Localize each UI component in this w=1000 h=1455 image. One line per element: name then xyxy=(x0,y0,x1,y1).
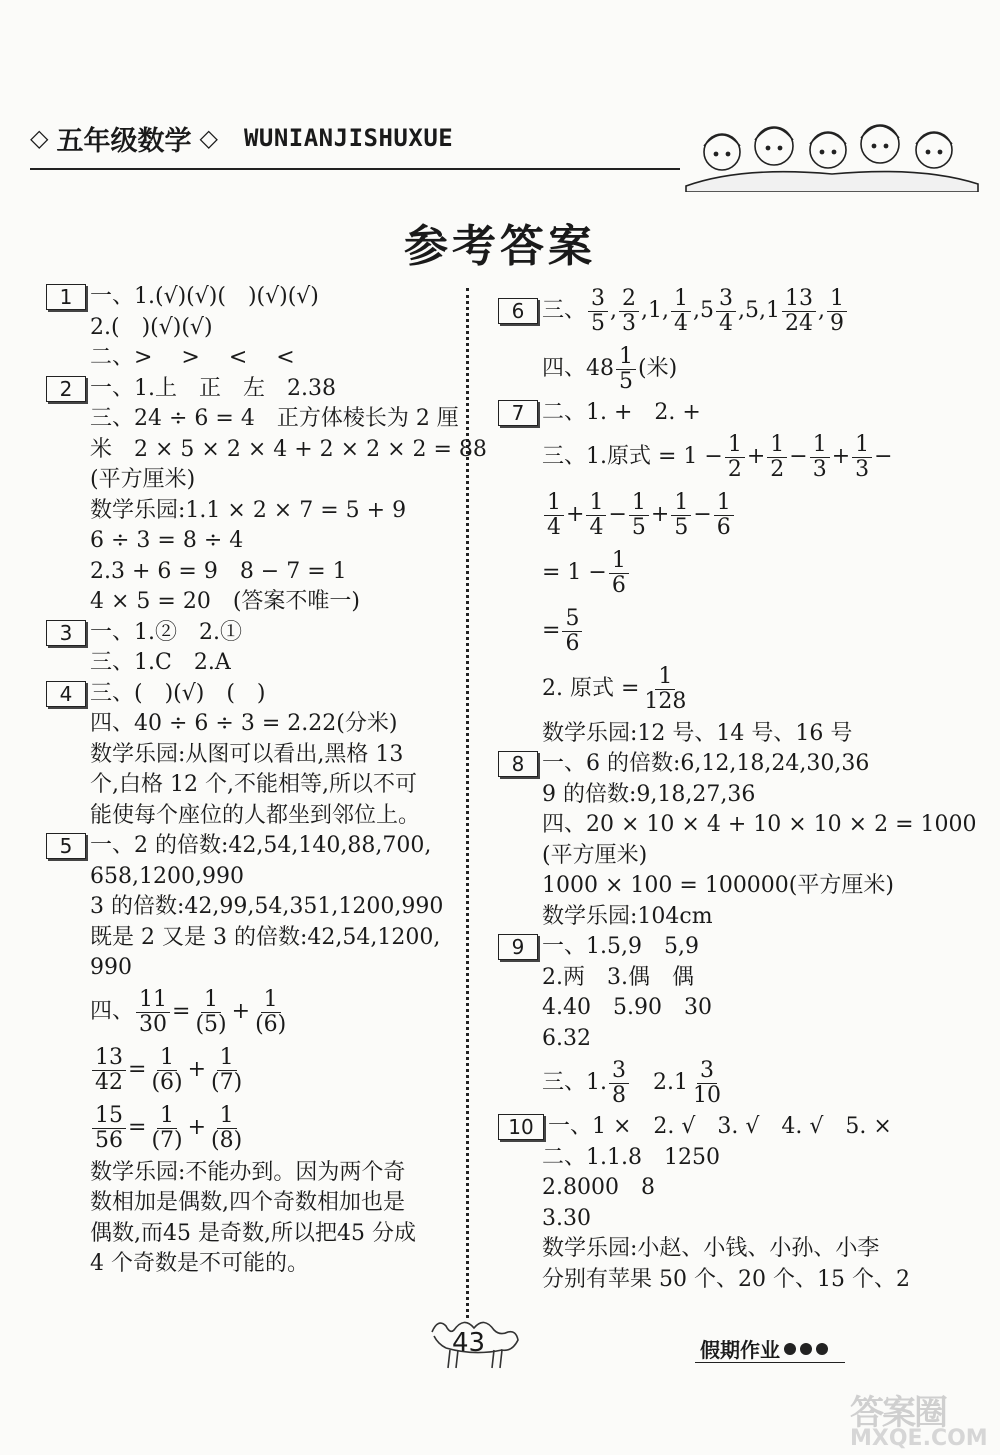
answer-line xyxy=(498,1173,978,1204)
answer-line xyxy=(46,374,456,405)
denominator: 3 xyxy=(855,457,870,482)
answer-text: 米 2 × 5 × 2 × 4 + 2 × 2 × 2 = 88 xyxy=(90,436,487,462)
fraction-equation xyxy=(498,429,978,487)
answer-text: 二、1.1.8 1250 xyxy=(542,1144,720,1170)
fraction xyxy=(810,433,830,482)
numerator: 1 xyxy=(157,1104,177,1129)
fraction xyxy=(671,287,691,336)
operator: + xyxy=(566,502,585,528)
answer-text: 数学乐园:不能办到。因为两个奇 xyxy=(90,1159,406,1185)
section-number: 4 xyxy=(46,681,86,707)
numerator: 13 xyxy=(92,1046,126,1071)
answer-line xyxy=(46,679,456,710)
fraction-equation xyxy=(46,984,456,1042)
answer-text: 一、1.(√)(√)( )(√)(√) xyxy=(90,284,319,309)
page-number: 43 xyxy=(452,1328,486,1358)
denominator: 3 xyxy=(812,457,827,482)
numerator: 1 xyxy=(616,345,636,370)
section-number: 1 xyxy=(46,284,86,310)
denominator: 42 xyxy=(95,1070,123,1095)
answer-line xyxy=(498,993,978,1024)
answer-line xyxy=(498,1112,978,1143)
diamond-icon: ◇ xyxy=(199,124,218,152)
answer-text: 一、1.② 2.① xyxy=(90,619,242,645)
numerator: 1 xyxy=(217,1104,237,1129)
answer-text: 9 的倍数:9,18,27,36 xyxy=(542,781,756,807)
denominator: 4 xyxy=(719,310,733,336)
page-title: 参考答案 xyxy=(404,221,596,272)
denominator: 6 xyxy=(611,573,626,598)
answer-text: 三、1. xyxy=(542,1069,607,1095)
numerator: 15 xyxy=(92,1104,126,1129)
denominator: 5 xyxy=(674,515,689,540)
answers-right-column xyxy=(498,282,978,1295)
answer-text: 6 ÷ 3 = 8 ÷ 4 xyxy=(90,528,244,553)
fraction xyxy=(671,491,691,540)
answer-text: (平方厘米) xyxy=(90,467,196,492)
numerator: 13 xyxy=(782,287,816,312)
answer-text: 数学乐园:104cm xyxy=(542,903,713,929)
answer-line xyxy=(498,1024,978,1055)
answer-line xyxy=(498,1265,978,1296)
answer-text: 4 个奇数是不可能的。 xyxy=(90,1251,309,1276)
numerator: 1 xyxy=(157,1046,177,1071)
answer-line xyxy=(498,1234,978,1265)
answer-line xyxy=(498,963,978,994)
answer-line xyxy=(46,648,456,679)
fraction-equation xyxy=(498,1054,978,1112)
answer-line xyxy=(498,749,978,780)
answer-text: 3.30 xyxy=(542,1205,591,1231)
answer-line xyxy=(46,343,456,374)
answer-line xyxy=(46,862,456,893)
section-number: 6 xyxy=(498,298,538,324)
answer-text: 4.40 5.90 30 xyxy=(542,995,712,1020)
denominator: 5 xyxy=(631,515,646,540)
fraction xyxy=(714,491,734,540)
numerator: 3 xyxy=(716,287,736,312)
denominator: (7) xyxy=(151,1128,183,1153)
denominator: 10 xyxy=(693,1082,721,1108)
numerator: 1 xyxy=(725,433,745,458)
denominator: 9 xyxy=(829,310,844,336)
operator: − xyxy=(789,444,808,470)
watermark xyxy=(850,1385,995,1451)
answer-text: 四、40 ÷ 6 ÷ 3 = 2.22(分米) xyxy=(90,711,398,736)
operator: + xyxy=(650,502,670,528)
cartoon-kids-illustration xyxy=(682,116,982,192)
fraction xyxy=(690,1059,724,1108)
answer-text: = xyxy=(542,618,561,644)
answer-line xyxy=(498,1143,978,1174)
fraction xyxy=(136,988,170,1037)
answer-line xyxy=(46,831,456,862)
denominator: 4 xyxy=(589,515,604,540)
numerator: 1 xyxy=(671,287,691,312)
answer-text: ,1, xyxy=(641,297,669,323)
answer-text: 658,1200,990 xyxy=(90,863,244,889)
answer-text: 3 的倍数:42,99,54,351,1200,990 xyxy=(90,894,444,919)
section-number: 7 xyxy=(498,400,538,426)
denominator: 8 xyxy=(612,1082,626,1108)
numerator: 1 xyxy=(767,433,787,458)
operator: = xyxy=(128,1115,147,1141)
book-title: 五年级数学 xyxy=(56,125,192,157)
answer-line xyxy=(46,496,456,527)
numerator: 3 xyxy=(609,1059,629,1084)
answer-text: 一、2 的倍数:42,54,140,88,700, xyxy=(90,833,432,858)
answer-line xyxy=(498,719,978,750)
answer-line xyxy=(498,810,978,841)
answer-line xyxy=(498,841,978,872)
answer-text: 三、( )(√) ( ) xyxy=(90,680,266,706)
answer-line xyxy=(46,618,456,649)
answer-text: (米) xyxy=(638,355,678,381)
fraction xyxy=(609,1059,629,1108)
operator: = xyxy=(172,999,191,1025)
dot-icon xyxy=(800,1343,812,1355)
answer-line xyxy=(46,526,456,557)
dot-icon xyxy=(816,1343,828,1355)
answers-left-column xyxy=(46,282,487,1280)
answer-line xyxy=(46,1158,456,1189)
fraction xyxy=(852,433,872,482)
denominator: 2 xyxy=(770,457,785,482)
answer-text: 能使每个座位的人都坐到邻位上。 xyxy=(90,802,421,828)
series-label xyxy=(700,1334,828,1363)
answer-line xyxy=(46,770,456,801)
answer-line xyxy=(498,932,978,963)
fraction xyxy=(148,1104,185,1153)
fraction xyxy=(92,1104,126,1153)
denominator: 6 xyxy=(565,631,580,656)
denominator: 56 xyxy=(95,1128,123,1153)
answer-text: 2.1 xyxy=(631,1069,688,1095)
fraction-equation xyxy=(498,282,978,340)
numerator: 1 xyxy=(586,491,606,516)
denominator: 5 xyxy=(591,310,606,336)
operator: + xyxy=(831,444,851,470)
answer-line xyxy=(46,587,456,618)
numerator: 1 xyxy=(671,491,691,516)
section-number: 9 xyxy=(498,934,538,960)
answer-text: 2.两 3.偶 偶 xyxy=(542,964,694,990)
numerator: 3 xyxy=(697,1059,717,1084)
fraction xyxy=(782,287,816,336)
answer-line xyxy=(498,902,978,933)
numerator: 1 xyxy=(714,491,734,516)
answer-line xyxy=(498,780,978,811)
fraction-equation xyxy=(46,1042,456,1100)
header-title-bar xyxy=(30,118,453,158)
numerator: 1 xyxy=(201,988,221,1013)
denominator: 2 xyxy=(727,457,742,482)
answer-line xyxy=(46,313,456,344)
fraction-equation xyxy=(498,545,978,603)
section-number: 3 xyxy=(46,620,86,646)
fraction xyxy=(619,287,639,336)
answer-line xyxy=(46,435,487,466)
numerator: 5 xyxy=(562,607,582,632)
answer-text: 二、1. + 2. + xyxy=(542,400,701,425)
answer-line xyxy=(498,398,978,429)
answer-text: 数学乐园:从图可以看出,黑格 13 xyxy=(90,741,404,767)
operator: + xyxy=(187,1115,207,1141)
numerator: 1 xyxy=(261,988,281,1013)
answer-text: 数学乐园:12 号、14 号、16 号 xyxy=(542,720,853,746)
answer-text: 二、> > < < xyxy=(90,345,295,370)
answer-line xyxy=(46,740,456,771)
answer-line xyxy=(46,465,456,496)
answer-line xyxy=(46,557,456,588)
answer-line xyxy=(46,953,456,984)
fraction xyxy=(629,491,649,540)
answer-text: (平方厘米) xyxy=(542,842,648,868)
answer-text: 偶数,而45 是奇数,所以把45 分成 xyxy=(90,1220,416,1246)
fraction xyxy=(609,549,629,598)
answer-line xyxy=(498,871,978,902)
fraction xyxy=(641,665,689,714)
denominator: 5 xyxy=(619,368,633,394)
operator: + xyxy=(746,444,766,470)
answer-text: 一、6 的倍数:6,12,18,24,30,36 xyxy=(542,751,870,776)
answer-text: 一、1.5,9 5,9 xyxy=(542,934,699,959)
answer-text: 数学乐园:1.1 × 2 × 7 = 5 + 9 xyxy=(90,497,407,523)
answer-text: 三、1.原式 = 1 − xyxy=(542,444,723,470)
section-number: 10 xyxy=(498,1114,544,1140)
answer-text: 四、 xyxy=(90,999,135,1025)
fraction xyxy=(92,1046,126,1095)
numerator: 1 xyxy=(655,665,675,690)
series-text: 假期作业 xyxy=(700,1338,780,1362)
fraction-equation xyxy=(498,487,978,545)
answer-line xyxy=(46,404,459,435)
diamond-icon: ◇ xyxy=(30,124,49,152)
fraction-equation xyxy=(46,1100,456,1158)
fraction xyxy=(544,491,564,540)
numerator: 11 xyxy=(136,988,170,1013)
numerator: 1 xyxy=(629,491,649,516)
fraction-equation xyxy=(498,340,978,398)
fraction xyxy=(208,1046,245,1095)
answer-text: 个,白格 12 个,不能相等,所以不可 xyxy=(90,772,417,797)
denominator: 30 xyxy=(139,1012,168,1037)
fraction xyxy=(586,491,606,540)
answer-text: 分别有苹果 50 个、20 个、15 个、2 xyxy=(542,1266,910,1292)
section-number: 8 xyxy=(498,751,538,777)
fraction xyxy=(716,287,736,336)
answer-text: 2.8000 8 xyxy=(542,1175,655,1200)
denominator: (6) xyxy=(151,1070,183,1095)
denominator: (6) xyxy=(255,1012,287,1037)
operator: − xyxy=(693,502,712,528)
answer-line xyxy=(46,1219,456,1250)
fraction xyxy=(192,988,229,1037)
footer-rule xyxy=(695,1362,845,1363)
section-number: 5 xyxy=(46,833,86,859)
answer-line xyxy=(46,801,456,832)
answer-text: 一、1 × 2. √ 3. √ 4. √ 5. × xyxy=(548,1114,892,1139)
answer-line xyxy=(46,282,456,313)
answer-line xyxy=(46,892,456,923)
answer-text: 三、1.C 2.A xyxy=(90,650,231,675)
answer-text: 4 × 5 = 20 (答案不唯一) xyxy=(90,589,360,614)
numerator: 1 xyxy=(852,433,872,458)
numerator: 1 xyxy=(810,433,830,458)
answer-line xyxy=(46,923,456,954)
answer-line xyxy=(46,1249,456,1280)
operator: − xyxy=(608,502,627,528)
section-number: 2 xyxy=(46,376,86,402)
operator: = xyxy=(128,1057,147,1083)
numerator: 1 xyxy=(609,549,629,574)
answer-text: , xyxy=(610,297,618,323)
dot-icon xyxy=(784,1343,796,1355)
denominator: 6 xyxy=(716,515,731,540)
answer-text: 990 xyxy=(90,955,132,980)
watermark-url: MXQE.COM xyxy=(850,1426,988,1451)
denominator: 128 xyxy=(644,689,687,714)
answer-text: 四、20 × 10 × 4 + 10 × 10 × 2 = 1000 xyxy=(542,812,977,837)
denominator: 4 xyxy=(547,515,561,540)
answer-text: 2.( )(√)(√) xyxy=(90,314,213,340)
fraction xyxy=(252,988,289,1037)
fraction xyxy=(725,433,745,482)
answer-line xyxy=(46,709,456,740)
answer-text: 1000 × 100 = 100000(平方厘米) xyxy=(542,873,894,898)
answer-text: 2. 原式 = xyxy=(542,676,640,702)
answer-text: , xyxy=(817,297,825,323)
numerator: 3 xyxy=(588,287,608,312)
numerator: 1 xyxy=(544,491,564,516)
fraction xyxy=(562,607,582,656)
fraction xyxy=(588,287,608,336)
operator: + xyxy=(231,999,251,1025)
answer-text: 三、24 ÷ 6 = 4 正方体棱长为 2 厘 xyxy=(90,406,459,431)
fraction-equation xyxy=(498,603,978,661)
fraction xyxy=(208,1104,245,1153)
fraction xyxy=(148,1046,185,1095)
fraction-equation xyxy=(498,661,978,719)
answer-text: 数相加是偶数,四个奇数相加也是 xyxy=(90,1190,405,1215)
answer-text: 2.3 + 6 = 9 8 − 7 = 1 xyxy=(90,558,347,584)
denominator: 4 xyxy=(674,310,688,336)
answer-text: 6.32 xyxy=(542,1025,591,1051)
numerator: 2 xyxy=(619,287,639,312)
header-rule xyxy=(30,168,680,170)
answer-text: 四、48 xyxy=(542,355,614,381)
denominator: (5) xyxy=(195,1012,227,1037)
answer-text: ,5 xyxy=(693,297,714,323)
numerator: 1 xyxy=(217,1046,237,1071)
answer-text: = 1 − xyxy=(542,560,607,586)
book-title-pinyin: WUNIANJISHUXUE xyxy=(243,124,454,152)
answer-text: 三、 xyxy=(542,297,587,323)
numerator: 1 xyxy=(827,287,847,312)
denominator: (7) xyxy=(211,1070,243,1095)
denominator: 24 xyxy=(784,310,813,336)
fraction xyxy=(827,287,847,336)
answer-text: 既是 2 又是 3 的倍数:42,54,1200, xyxy=(90,924,441,950)
answer-text: ,5,1 xyxy=(738,297,780,323)
denominator: 3 xyxy=(622,310,637,336)
fraction xyxy=(767,433,787,482)
denominator: (8) xyxy=(211,1128,243,1153)
fraction xyxy=(616,345,636,394)
operator: + xyxy=(187,1057,207,1083)
operator: − xyxy=(874,444,893,470)
watermark-text: 答案圈 xyxy=(850,1393,946,1433)
answer-text: 数学乐园:小赵、小钱、小孙、小李 xyxy=(542,1236,880,1261)
answer-line xyxy=(46,1188,456,1219)
answer-text: 一、1.上 正 左 2.38 xyxy=(90,375,336,401)
answer-line xyxy=(498,1204,978,1235)
